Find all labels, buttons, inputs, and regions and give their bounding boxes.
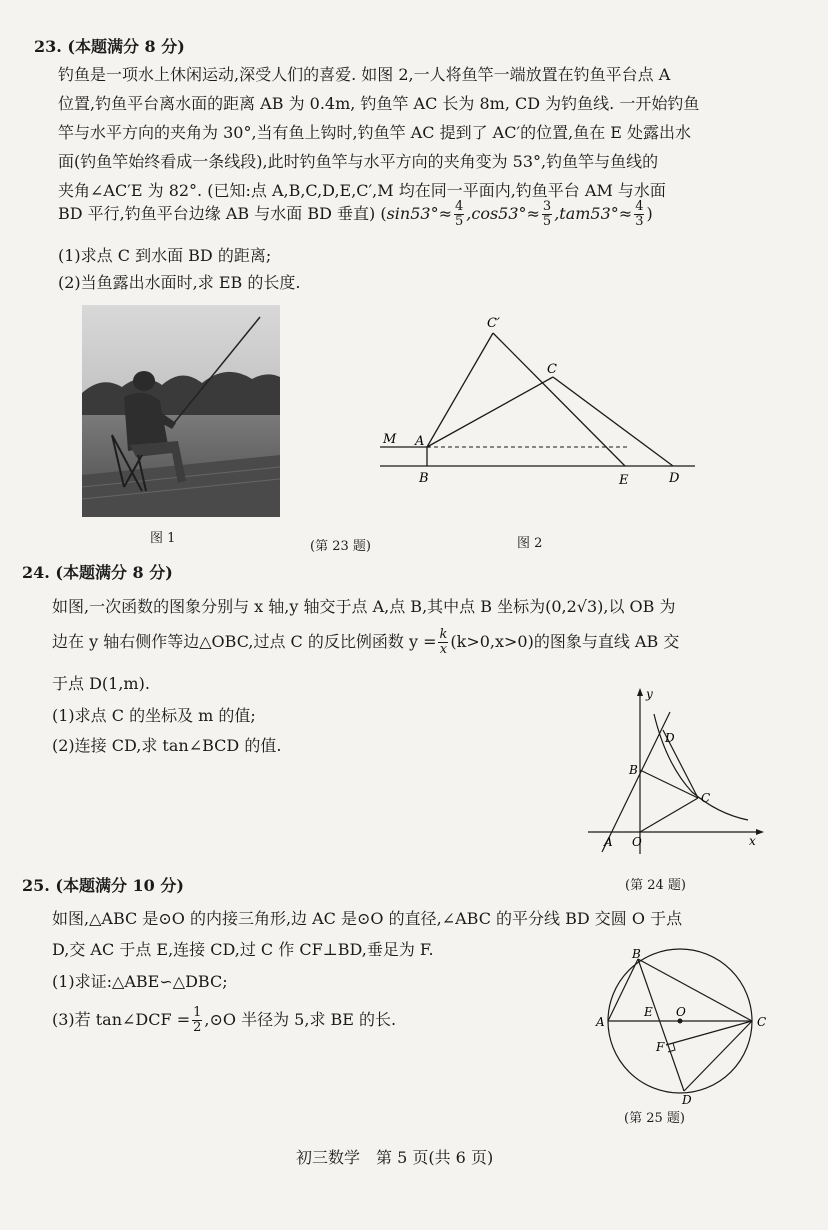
q24-sub-question-2: (2)连接 CD,求 tan∠BCD 的值. xyxy=(52,736,282,755)
label-e: E xyxy=(644,1005,653,1019)
q24-caption: (第 24 题) xyxy=(625,878,686,893)
sin-denominator: 5 xyxy=(454,214,464,229)
label-c: C xyxy=(757,1015,767,1029)
q23-line6-text: BD 平行,钓鱼平台边缘 AB 与水面 BD 垂直) ( xyxy=(58,204,387,223)
label-m: M xyxy=(383,432,397,447)
label-c: C xyxy=(701,791,711,805)
q23-text-line-4: 面(钓鱼竿始终看成一条线段),此时钓鱼竿与水平方向的夹角变为 53°,钓鱼竿与鱼线的 xyxy=(58,152,659,171)
cos-label: ,cos53°≈ xyxy=(466,204,540,223)
q23-text-line-2: 位置,钓鱼平台离水面的距离 AB 为 0.4m, 钓鱼竿 AC 长为 8m, CD 为钓鱼线. 一开始钓鱼 xyxy=(58,94,700,113)
label-a: A xyxy=(604,835,613,849)
sin-fraction xyxy=(454,200,464,229)
half-numerator: 1 xyxy=(193,1005,202,1020)
segment-bc xyxy=(638,959,752,1021)
q23-text-line-5: 夹角∠AC′E 为 82°. (已知:点 A,B,C,D,E,C′,M 均在同一平面内,钓鱼平台 AM 与水面 xyxy=(58,181,666,200)
tan-numerator: 4 xyxy=(635,199,644,214)
q25-sub-question-3 xyxy=(52,1006,396,1035)
q23-text-line-3: 竿与水平方向的夹角为 30°,当有鱼上钩时,钓鱼竿 AC 提到了 AC′的位置,鱼在 E 处露出水 xyxy=(58,123,692,142)
page-footer: 初三数学 第 5 页(共 6 页) xyxy=(296,1148,494,1167)
y-axis-arrow xyxy=(637,688,643,696)
q24-line2-rest: (k>0,x>0)的图象与直线 AB 交 xyxy=(450,632,680,651)
cos-fraction xyxy=(542,200,552,229)
line-cd xyxy=(553,377,673,466)
q23-figure-2 xyxy=(375,305,705,490)
label-x: x xyxy=(749,834,756,848)
tan-denominator: 3 xyxy=(635,214,644,229)
q25-text-line-1: 如图,△ABC 是⊙O 的内接三角形,边 AC 是⊙O 的直径,∠ABC 的平分线 BD 交圆 O 于点 xyxy=(52,909,683,928)
label-d: D xyxy=(669,471,680,486)
q24-text-line-1: 如图,一次函数的图象分别与 x 轴,y 轴交于点 A,点 B,其中点 B 坐标为(0,2√3),以 OB 为 xyxy=(52,597,676,616)
q23-sub-question-1: (1)求点 C 到水面 BD 的距离; xyxy=(58,246,272,265)
label-d: D xyxy=(682,1093,692,1106)
cos-numerator: 3 xyxy=(542,199,552,214)
fig1-caption: 图 1 xyxy=(150,531,176,546)
q24-heading: 24. (本题满分 8 分) xyxy=(22,563,173,582)
rod-ac-prime xyxy=(427,333,493,447)
sin-numerator: 4 xyxy=(454,199,464,214)
tan-label: ,tam53°≈ xyxy=(554,204,633,223)
tan-fraction xyxy=(634,200,644,229)
label-a: A xyxy=(596,1015,605,1029)
label-d: D xyxy=(665,731,675,745)
q23-sub-question-2: (2)当鱼露出水面时,求 EB 的长度. xyxy=(58,273,301,292)
q25-sub3-rest: ,⊙O 半径为 5,求 BE 的长. xyxy=(204,1010,397,1029)
q24-text-line-2 xyxy=(52,628,679,657)
q23-line6-end: ) xyxy=(646,204,653,223)
segment-oc xyxy=(640,798,698,832)
q25-sub3-text: (3)若 tan∠DCF = xyxy=(52,1010,191,1029)
q23-text-line-6 xyxy=(58,200,653,229)
q24-sub-question-1: (1)求点 C 的坐标及 m 的值; xyxy=(52,706,256,725)
label-o: O xyxy=(632,835,642,849)
q25-text-line-2: D,交 AC 于点 E,连接 CD,过 C 作 CF⊥BD,垂足为 F. xyxy=(52,940,434,959)
q24-text-line-3: 于点 D(1,m). xyxy=(52,674,150,693)
k-over-x-fraction xyxy=(438,628,448,657)
label-a: A xyxy=(415,434,425,449)
segment-bd xyxy=(638,959,684,1091)
segment-bc xyxy=(640,770,698,798)
label-c: C xyxy=(547,362,557,377)
fig2-caption: 图 2 xyxy=(517,536,543,551)
q23-text-line-1: 钓鱼是一项水上休闲运动,深受人们的喜爱. 如图 2,一人将鱼竿一端放置在钓鱼平台点 A xyxy=(58,65,671,84)
x-denominator: x xyxy=(439,642,448,657)
k-numerator: k xyxy=(439,627,448,642)
half-fraction xyxy=(192,1006,202,1035)
fishing-photo xyxy=(82,305,280,517)
q25-caption: (第 25 题) xyxy=(624,1111,685,1126)
q25-sub-question-1: (1)求证:△ABE∽△DBC; xyxy=(52,972,228,991)
x-axis-arrow xyxy=(756,829,764,835)
segment-cd xyxy=(684,1021,752,1091)
q25-figure xyxy=(594,946,784,1106)
half-denominator: 2 xyxy=(193,1020,202,1035)
rod-ac xyxy=(427,377,553,447)
q24-figure xyxy=(588,684,778,860)
q24-line2-text: 边在 y 轴右侧作等边△OBC,过点 C 的反比例函数 y = xyxy=(52,632,437,651)
label-f: F xyxy=(656,1040,665,1054)
q23-heading: 23. (本题满分 8 分) xyxy=(34,37,185,56)
q25-heading: 25. (本题满分 10 分) xyxy=(22,876,184,895)
q23-caption: (第 23 题) xyxy=(310,539,371,554)
label-o: O xyxy=(676,1005,686,1019)
label-b: B xyxy=(629,763,638,777)
label-c-prime: C′ xyxy=(487,316,500,331)
sin-label: sin53°≈ xyxy=(386,204,452,223)
label-e: E xyxy=(619,473,629,488)
center-point-o xyxy=(678,1019,683,1024)
segment-ab xyxy=(608,959,638,1021)
label-b: B xyxy=(419,471,429,486)
label-y: y xyxy=(646,687,653,701)
cos-denominator: 5 xyxy=(542,214,552,229)
segment-cf xyxy=(666,1021,752,1045)
fishing-photo-image xyxy=(82,305,280,517)
label-b: B xyxy=(632,947,641,961)
